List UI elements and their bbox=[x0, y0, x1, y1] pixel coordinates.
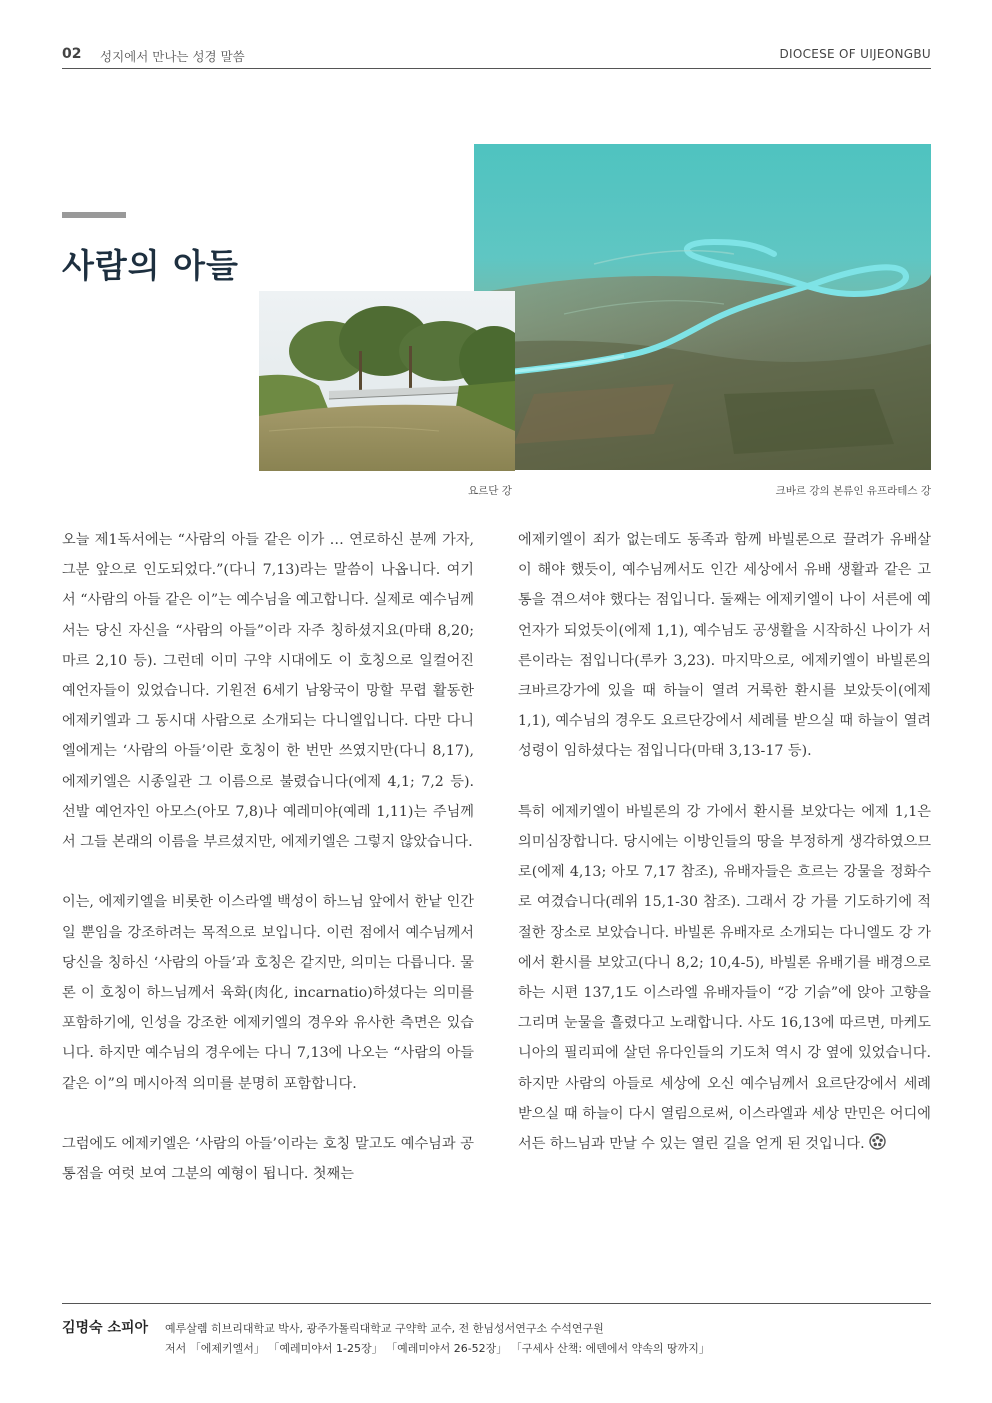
jordan-photo-caption: 요르단 강 bbox=[468, 485, 512, 497]
paragraph: 오늘 제1독서에는 “사람의 아들 같은 이가 … 연로하신 분께 가자, 그분 앞으로 인도되었다.”(다니 7,13)라는 말씀이 나옵니다. 여기서 “사람의 아들 같은 이”는 예수님을 예고합니다. 실제로 예수님께서는 당신 자신을 “사람의 아들”이라 자주 칭하셨지요(마태 8,20; 마르 2,10 등). 그런데 이미 구약 시대에도 이 호칭으로 일컬어진 예언자들이 있었습니다. 기원전 6세기 남왕국이 망할 무렵 활동한 에제키엘과 그 동시대 사람으로 소개되는 다니엘입니다. 다만 다니엘에게는 ‘사람의 아들’이란 호칭이 한 번만 쓰였지만(다니 8,17), 에제키엘은 시종일관 그 이름으로 불렸습니다(에제 4,1; 7,2 등). 선발 예언자인 아모스(아모 7,8)나 예레미야(예레 1,11)는 주님께서 그들 본래의 이름을 부르셨지만, 에제키엘은 그렇지 않았습니다. bbox=[62, 532, 474, 851]
euphrates-river-photo bbox=[474, 144, 931, 470]
article-column-right bbox=[518, 525, 931, 1161]
article-title: 사람의 아들 bbox=[62, 246, 239, 285]
paragraph: 그럼에도 에제키엘은 ‘사람의 아들’이라는 호칭 말고도 예수님과 공통점을 여럿 보여 그분의 예형이 됩니다. 첫째는 bbox=[62, 1136, 474, 1183]
author-divider bbox=[62, 1303, 931, 1304]
author-credentials: 예루살렘 히브리대학교 박사, 광주가톨릭대학교 구약학 교수, 전 한님성서연구소 수석연구원 bbox=[165, 1322, 604, 1335]
paragraph: 에제키엘이 죄가 없는데도 동족과 함께 바빌론으로 끌려가 유배살이 해야 했듯이, 예수님께서도 인간 세상에서 유배 생활과 같은 고통을 겪으셔야 했다는 점입니다. 둘째는 에제키엘이 나이 서른에 예언자가 되었듯이(에제 1,1), 예수님도 공생활을 시작하신 나이가 서른이라는 점입니다(루카 3,23). 마지막으로, 에제키엘이 바빌론의 크바르강가에 있을 때 하늘이 열려 거룩한 환시를 보았듯이(에제 1,1), 예수님의 경우도 요르단강에서 세례를 받으실 때 하늘이 열려 성령이 임하셨다는 점입니다(마태 3,13-17 등). bbox=[518, 532, 931, 760]
page-number: 02 bbox=[62, 46, 82, 62]
article-column-left bbox=[62, 525, 474, 1189]
section-title: 성지에서 만나는 성경 말씀 bbox=[100, 49, 245, 64]
author-works: 저서 「에제키엘서」 「예레미야서 1-25장」 「예레미야서 26-52장」 「구세사 산책: 에덴에서 약속의 땅까지」 bbox=[165, 1342, 710, 1355]
jordan-river-photo bbox=[259, 291, 515, 471]
page-header bbox=[62, 44, 931, 69]
euphrates-photo-caption: 크바르 강의 본류인 유프라테스 강 bbox=[775, 485, 931, 497]
paragraph-last bbox=[518, 797, 931, 1161]
end-of-article-icon bbox=[869, 1131, 886, 1161]
author-name: 김명숙 소피아 bbox=[62, 1320, 149, 1336]
paragraph: 이는, 에제키엘을 비롯한 이스라엘 백성이 하느님 앞에서 한낱 인간일 뿐임을 강조하려는 목적으로 보입니다. 이런 점에서 예수님께서 당신을 칭하신 ‘사람의 아들’과 호칭은 같지만, 의미는 다릅니다. 물론 이 호칭이 하느님께서 육화(肉化, incarnatio)하셨다는 의미를 포함하기에, 인성을 강조한 에제키엘의 경우와 유사한 측면은 있습니다. 하지만 예수님의 경우에는 다니 7,13에 나오는 “사람의 아들 같은 이”의 메시아적 의미를 분명히 포함합니다. bbox=[62, 894, 474, 1092]
title-accent-bar bbox=[62, 212, 126, 218]
publisher-name: DIOCESE OF UIJEONGBU bbox=[779, 47, 931, 61]
paragraph-text: 특히 에제키엘이 바빌론의 강 가에서 환시를 보았다는 에제 1,1은 의미심장합니다. 당시에는 이방인들의 땅을 부정하게 생각하였으므로(에제 4,13; 아모 7,17 참조), 유배자들은 흐르는 강물을 정화수로 여겼습니다(레위 15,1-30 참조). 그래서 강 가를 기도하기에 적절한 장소로 보았습니다. 바빌론 유배자로 소개되는 다니엘도 강 가에서 환시를 보았고(다니 8,2; 10,4-5), 바빌론 유배기를 배경으로 하는 시편 137,1도 이스라엘 유배자들이 “강 기슭”에 앉아 고향을 그리며 눈물을 흘렸다고 노래합니다. 사도 16,13에 따르면, 마케도니아의 필리피에 살던 유다인들의 기도처 역시 강 옆에 있었습니다. 하지만 사람의 아들로 세상에 오신 예수님께서 요르단강에서 세례 받으실 때 하늘이 다시 열림으로써, 이스라엘과 세상 만민은 어디에서든 하느님과 만날 수 있는 열린 길을 얻게 된 것입니다. bbox=[518, 803, 931, 1153]
